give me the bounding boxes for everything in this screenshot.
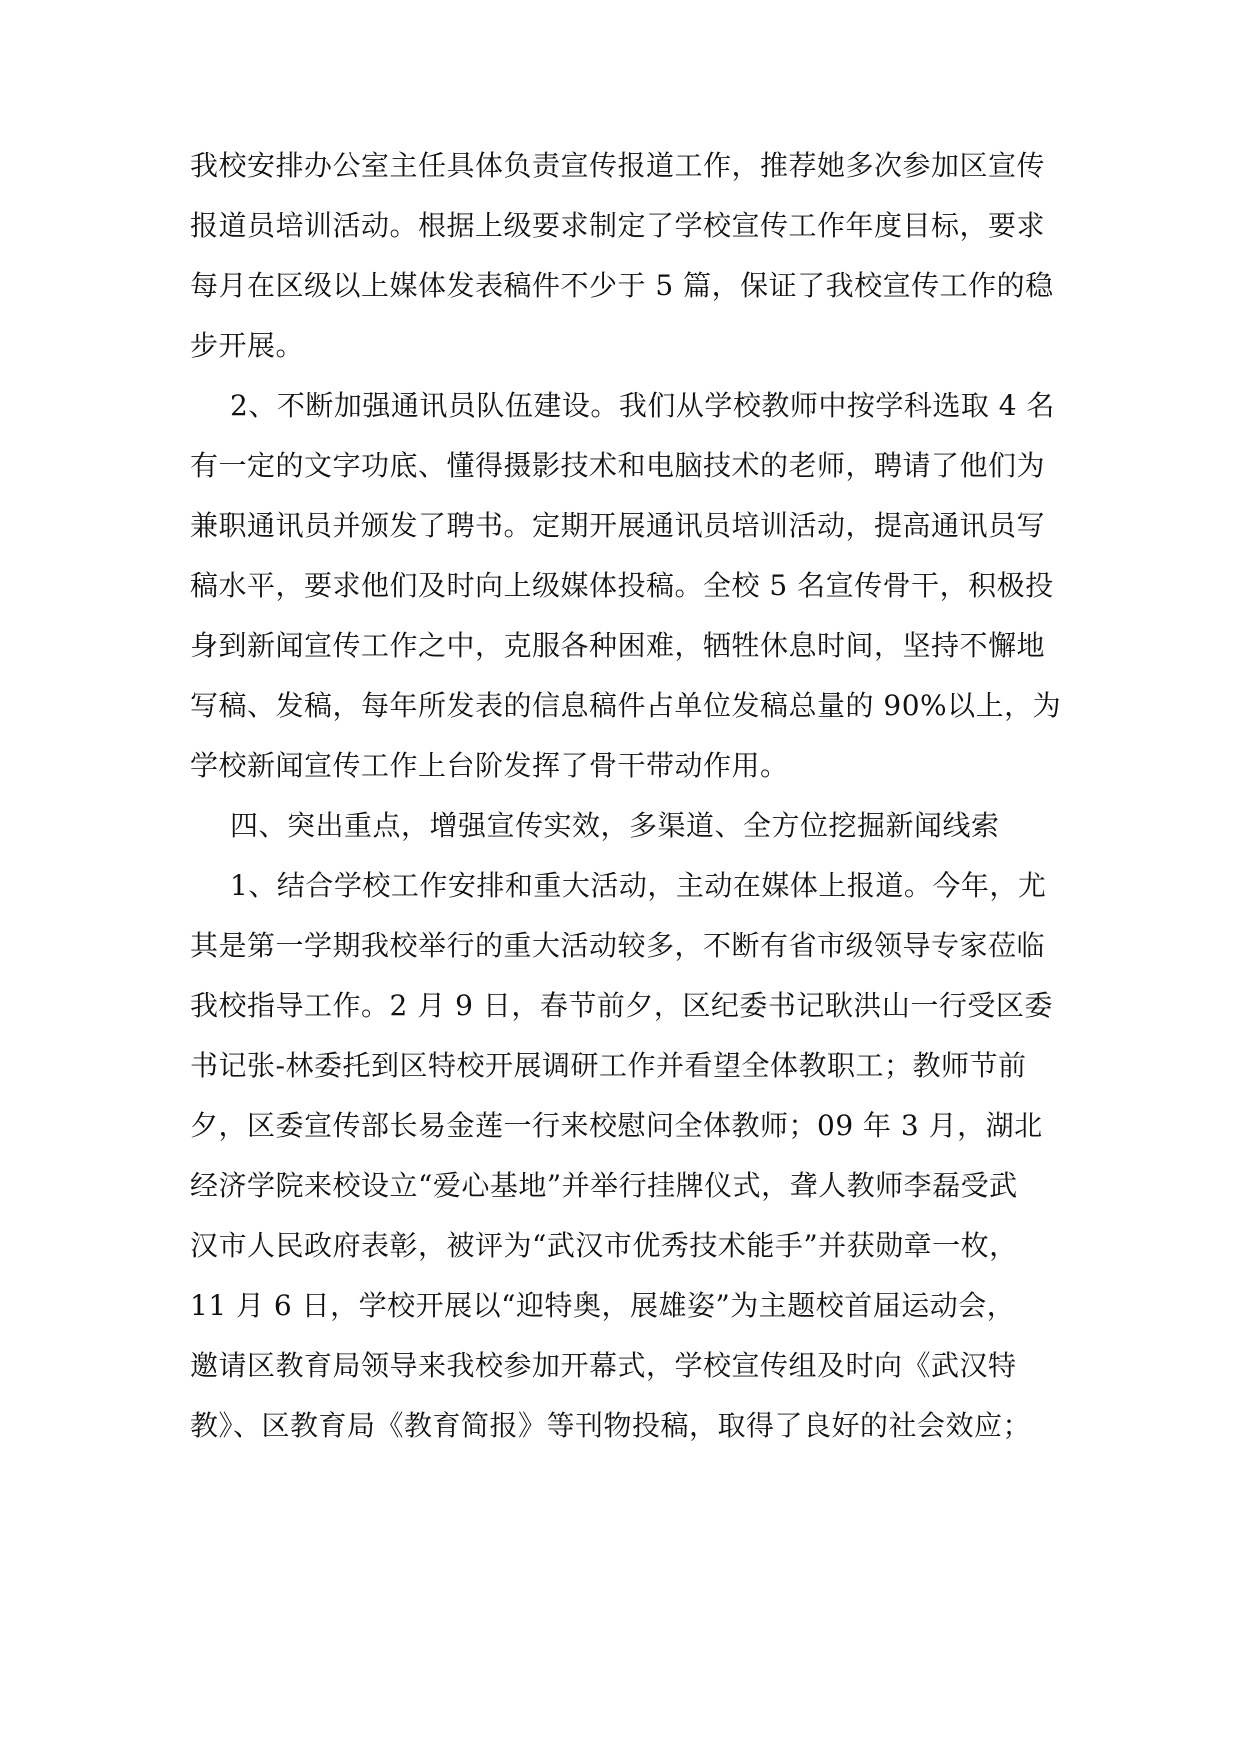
text-line: 11 月 6 日，学校开展以“迎特奥，展雄姿”为主题校首届运动会， — [190, 1289, 1016, 1322]
section-heading: 四、突出重点，增强宣传实效，多渠道、全方位挖掘新闻线索 — [230, 809, 1000, 842]
text-line: 报道员培训活动。根据上级要求制定了学校宣传工作年度目标，要求 — [190, 209, 1046, 242]
text-line: 我校指导工作。2 月 9 日，春节前夕，区纪委书记耿洪山一行受区委 — [190, 989, 1053, 1022]
text-line: 经济学院来校设立“爱心基地”并举行挂牌仪式，聋人教师李磊受武 — [190, 1169, 1018, 1202]
text-line: 身到新闻宣传工作之中，克服各种困难，牺牲休息时间，坚持不懈地 — [190, 629, 1046, 662]
text-line: 学校新闻宣传工作上台阶发挥了骨干带动作用。 — [190, 749, 789, 782]
text-line: 夕，区委宣传部长易金莲一行来校慰问全体教师；09 年 3 月，湖北 — [190, 1109, 1043, 1142]
text-line: 我校安排办公室主任具体负责宣传报道工作，推荐她多次参加区宣传 — [190, 149, 1046, 182]
text-line: 稿水平，要求他们及时向上级媒体投稿。全校 5 名宣传骨干，积极投 — [190, 569, 1054, 602]
text-line: 有一定的文字功底、懂得摄影技术和电脑技术的老师，聘请了他们为 — [190, 449, 1046, 482]
text-line: 邀请区教育局领导来我校参加开幕式，学校宣传组及时向《武汉特 — [190, 1349, 1017, 1382]
text-line: 写稿、发稿，每年所发表的信息稿件占单位发稿总量的 90%以上，为 — [190, 689, 1062, 722]
text-line: 书记张-林委托到区特校开展调研工作并看望全体教职工；教师节前 — [190, 1049, 1027, 1082]
text-line: 其是第一学期我校举行的重大活动较多，不断有省市级领导专家莅临 — [190, 929, 1046, 962]
text-line: 步开展。 — [190, 329, 305, 362]
paragraph-start-line: 2、不断加强通讯员队伍建设。我们从学校教师中按学科选取 4 名 — [230, 389, 1055, 422]
text-line: 教》、区教育局《教育简报》等刊物投稿，取得了良好的社会效应； — [190, 1409, 1032, 1442]
text-line: 汉市人民政府表彰，被评为“武汉市优秀技术能手”并获勋章一枚， — [190, 1229, 1018, 1262]
paragraph-start-line: 1、结合学校工作安排和重大活动，主动在媒体上报道。今年，尤 — [230, 869, 1047, 902]
text-line: 兼职通讯员并颁发了聘书。定期开展通讯员培训活动，提高通讯员写 — [190, 509, 1046, 542]
text-line: 每月在区级以上媒体发表稿件不少于 5 篇，保证了我校宣传工作的稳 — [190, 269, 1054, 302]
